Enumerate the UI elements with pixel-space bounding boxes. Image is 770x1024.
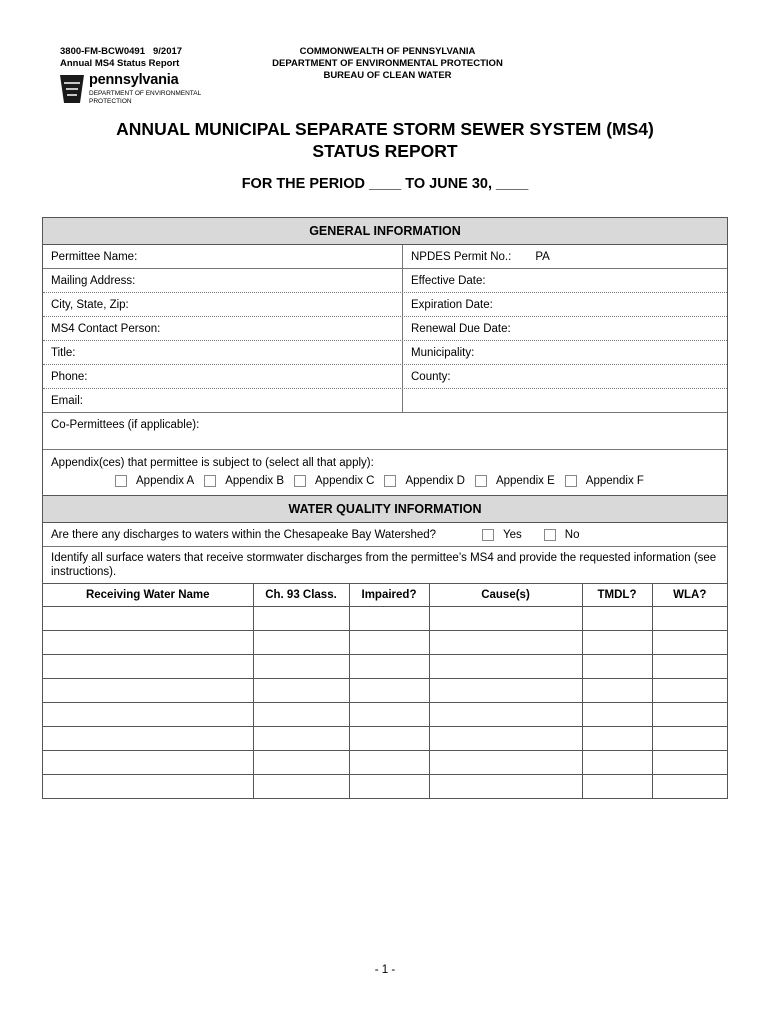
chesapeake-answers	[482, 523, 727, 546]
agency-line-2: DEPARTMENT OF ENVIRONMENTAL PROTECTION	[272, 58, 503, 69]
effective-date-field[interactable]: Effective Date:	[411, 274, 486, 287]
co-permittees-field[interactable]: Co-Permittees (if applicable):	[51, 419, 200, 431]
checkbox-icon[interactable]	[384, 475, 396, 487]
identify-row	[43, 547, 727, 584]
identify-instructions: Identify all surface waters that receive stormwater discharges from the permittee’s MS4 and provide the requested information (see instructions).	[51, 552, 717, 578]
receiving-waters-table	[43, 584, 727, 798]
blank-field	[403, 389, 727, 412]
appendix-options	[43, 470, 727, 492]
table-row	[43, 703, 727, 727]
general-info-heading: GENERAL INFORMATION	[43, 218, 727, 245]
table-row	[43, 679, 727, 703]
checkbox-icon[interactable]	[544, 529, 556, 541]
logo-subtext: DEPARTMENT OF ENVIRONMENTAL PROTECTION	[89, 90, 202, 105]
appendix-a-option[interactable]: Appendix A	[115, 475, 194, 487]
report-period: FOR THE PERIOD ____ TO JUNE 30, ____	[241, 176, 529, 192]
table-row	[43, 631, 727, 655]
appendix-e-option[interactable]: Appendix E	[475, 475, 555, 487]
email-field[interactable]: Email:	[43, 389, 403, 412]
form-row	[43, 389, 727, 413]
document-title: ANNUAL MUNICIPAL SEPARATE STORM SEWER SYSTEM (MS4) STATUS REPORT	[116, 119, 654, 161]
form-row	[43, 341, 727, 365]
checkbox-icon[interactable]	[204, 475, 216, 487]
form-name: Annual MS4 Status Report	[60, 58, 180, 69]
contact-person-field[interactable]: MS4 Contact Person:	[43, 317, 403, 340]
water-quality-heading: WATER QUALITY INFORMATION	[43, 496, 727, 523]
col-tmdl: TMDL?	[582, 584, 652, 607]
mailing-address-field[interactable]: Mailing Address:	[43, 269, 403, 292]
col-impaired: Impaired?	[349, 584, 429, 607]
agency-line-3: BUREAU OF CLEAN WATER	[323, 70, 452, 81]
col-causes: Cause(s)	[429, 584, 582, 607]
col-wla: WLA?	[652, 584, 727, 607]
checkbox-icon[interactable]	[115, 475, 127, 487]
agency-line-1: COMMONWEALTH OF PENNSYLVANIA	[299, 46, 476, 57]
table-row	[43, 655, 727, 679]
checkbox-icon[interactable]	[475, 475, 487, 487]
table-row	[43, 775, 727, 799]
municipality-field[interactable]: Municipality:	[411, 346, 475, 359]
col-receiving-water: Receiving Water Name	[43, 584, 253, 607]
phone-field[interactable]: Phone:	[43, 365, 403, 388]
page-number: - 1 -	[374, 964, 396, 976]
form-row	[43, 245, 727, 269]
city-state-zip-field[interactable]: City, State, Zip:	[43, 293, 403, 316]
form-row	[43, 365, 727, 389]
appendix-d-option[interactable]: Appendix D	[384, 475, 464, 487]
table-row	[43, 607, 727, 631]
logo-wordmark: pennsylvania	[89, 72, 179, 88]
form-row	[43, 269, 727, 293]
status-report-form	[42, 217, 728, 799]
form-row	[43, 317, 727, 341]
appendix-b-option[interactable]: Appendix B	[204, 475, 284, 487]
checkbox-icon[interactable]	[294, 475, 306, 487]
npdes-permit-field[interactable]: NPDES Permit No.: PA	[411, 250, 550, 263]
appendix-label: Appendix(ces) that permittee is subject to (select all that apply):	[51, 457, 374, 469]
table-row	[43, 727, 727, 751]
form-row	[43, 293, 727, 317]
checkbox-icon[interactable]	[482, 529, 494, 541]
appendix-c-option[interactable]: Appendix C	[294, 475, 374, 487]
col-ch93-class: Ch. 93 Class.	[253, 584, 349, 607]
appendix-section	[43, 450, 727, 496]
renewal-date-field[interactable]: Renewal Due Date:	[411, 322, 511, 335]
county-field[interactable]: County:	[411, 370, 451, 383]
pa-dep-logo	[58, 71, 208, 107]
form-id-block	[60, 46, 182, 70]
yes-option[interactable]: Yes	[482, 529, 522, 541]
form-row	[43, 413, 727, 450]
checkbox-icon[interactable]	[565, 475, 577, 487]
permittee-name-field[interactable]: Permittee Name:	[43, 245, 403, 268]
table-row	[43, 751, 727, 775]
chesapeake-question: Are there any discharges to waters within the Chesapeake Bay Watershed?	[51, 528, 437, 541]
agency-block	[245, 46, 530, 82]
title-field[interactable]: Title:	[43, 341, 403, 364]
table-header-row	[43, 584, 727, 607]
keystone-icon	[58, 73, 86, 105]
chesapeake-row	[43, 523, 727, 547]
appendix-f-option[interactable]: Appendix F	[565, 475, 644, 487]
no-option[interactable]: No	[544, 529, 580, 541]
form-number: 3800-FM-BCW0491	[60, 46, 145, 57]
expiration-date-field[interactable]: Expiration Date:	[411, 298, 493, 311]
form-date: 9/2017	[153, 46, 183, 57]
